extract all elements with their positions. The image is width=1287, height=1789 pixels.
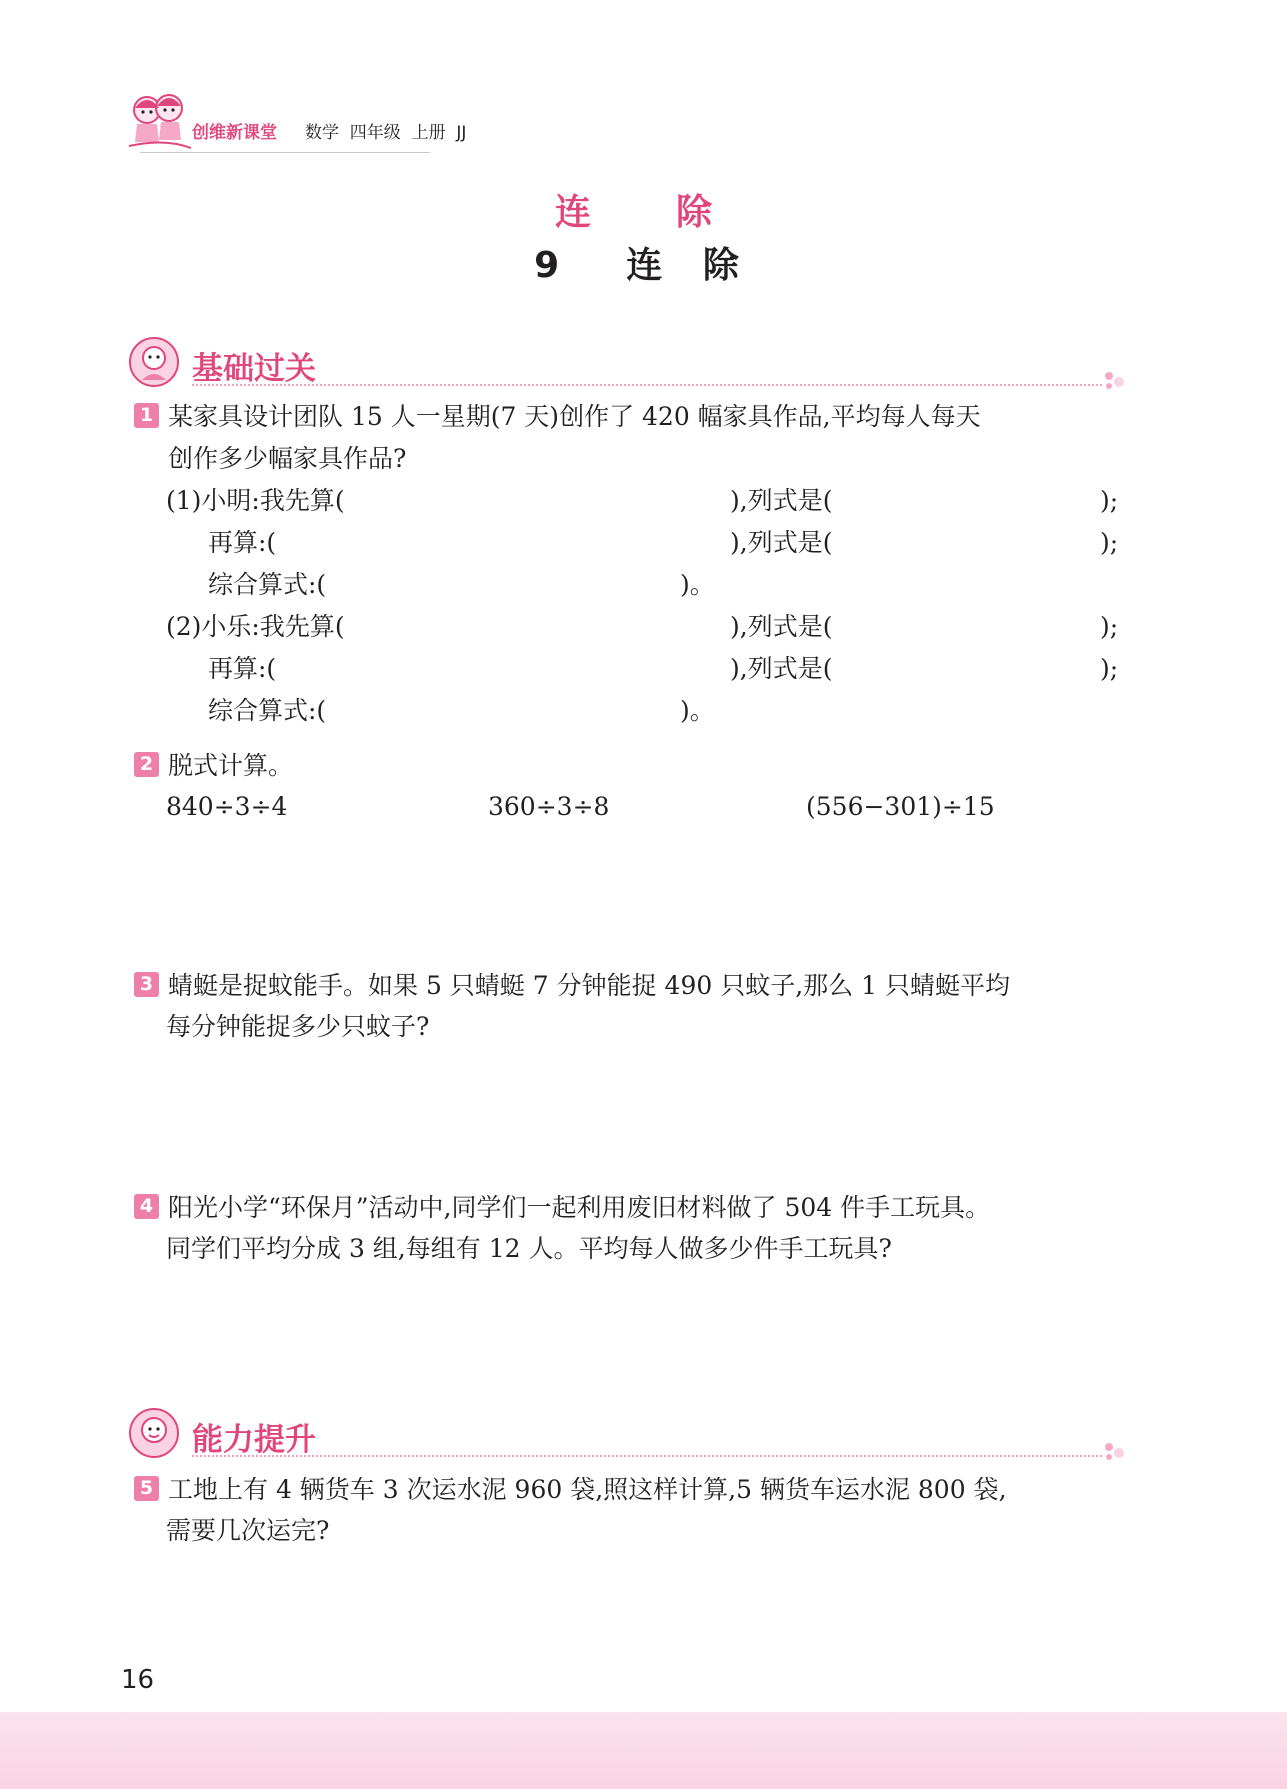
book-subtitle: 数学 四年级 上册 JJ [305,123,467,143]
question-badge-2: 2 [134,752,159,777]
decor-dots-icon [1103,370,1133,390]
q1-part1-first-end: ); [1100,486,1119,515]
q1-part2-second-formula: ),列式是( [730,654,833,683]
section-title-basic: 基础过关 [192,351,316,387]
page-number: 16 [121,1665,155,1695]
q1-part1-first-step: (1)小明:我先算( [166,486,345,515]
footer-band [0,1712,1287,1789]
q4-text-line1: 阳光小学“环保月”活动中,同学们一起利用废旧材料做了 504 件手工玩具。 [168,1193,991,1222]
question-badge-5: 5 [134,1476,159,1501]
section-title-advanced: 能力提升 [192,1422,316,1458]
question-badge-4: 4 [134,1194,159,1219]
decor-dots-icon-2 [1103,1441,1133,1461]
q3-text-line2: 每分钟能捉多少只蚊子? [166,1012,430,1041]
q2-expression-3: (556−301)÷15 [806,792,995,821]
q3-text-line1: 蜻蜓是捉蚊能手。如果 5 只蜻蜓 7 分钟能捉 490 只蚊子,那么 1 只蜻蜓平均 [168,971,1010,1000]
q5-text-line2: 需要几次运完? [166,1516,330,1545]
q1-part2-first-step: (2)小乐:我先算( [166,612,345,641]
q1-part1-combined-end: )。 [680,570,715,599]
q5-text-line1: 工地上有 4 辆货车 3 次运水泥 960 袋,照这样计算,5 辆货车运水泥 800 袋, [168,1475,1007,1504]
section-divider-2 [192,1455,1102,1457]
header-divider [140,152,430,153]
q1-part2-combined-end: )。 [680,696,715,725]
lesson-title: 9 连 除 [534,245,753,286]
brand-name: 创维新课堂 [192,123,277,143]
q1-part1-second-step: 再算:( [208,528,277,557]
question-badge-3: 3 [134,972,159,997]
unit-title: 连 除 [554,192,733,233]
section-divider [192,384,1102,386]
q1-part1-second-end: ); [1100,528,1119,557]
q1-part2-second-step: 再算:( [208,654,277,683]
q1-part2-first-formula: ),列式是( [730,612,833,641]
q1-part1-first-formula: ),列式是( [730,486,833,515]
q4-text-line2: 同学们平均分成 3 组,每组有 12 人。平均每人做多少件手工玩具? [166,1234,892,1263]
q2-expression-1: 840÷3÷4 [166,792,288,821]
q2-prompt: 脱式计算。 [168,751,294,780]
q2-expression-2: 360÷3÷8 [488,792,610,821]
q1-text-line1: 某家具设计团队 15 人一星期(7 天)创作了 420 幅家具作品,平均每人每天 [168,402,981,431]
q1-part1-second-formula: ),列式是( [730,528,833,557]
q1-part2-combined: 综合算式:( [208,696,327,725]
section-mascot-icon [128,336,180,388]
section-mascot-icon-2 [128,1407,180,1459]
q1-part1-combined: 综合算式:( [208,570,327,599]
question-badge-1: 1 [134,403,159,428]
q1-part2-second-end: ); [1100,654,1119,683]
q1-text-line2: 创作多少幅家具作品? [168,444,407,473]
q1-part2-first-end: ); [1100,612,1119,641]
